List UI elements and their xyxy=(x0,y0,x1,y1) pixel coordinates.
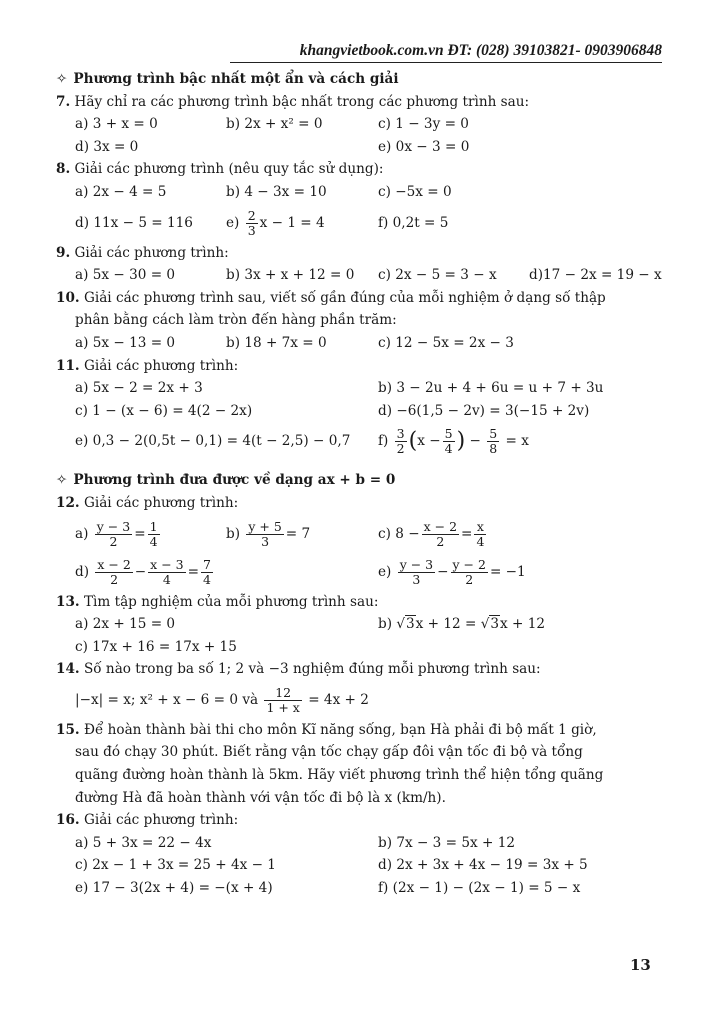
q8-row-2: d) 11x − 5 = 116 e) $\frac{2}{3}$ x − 1 = 4 f) 0,2t = 5 xyxy=(56,204,662,242)
question-7: 7. Hãy chỉ ra các phương trình bậc nhất trong các phương trình sau: xyxy=(56,93,530,110)
q10-row-1: a) 5x − 13 = 0 b) 18 + 7x = 0 c) 12 − 5x = 2x − 3 xyxy=(75,334,514,351)
question-13: 13. Tìm tập nghiệm của mỗi phương trình sau: xyxy=(56,593,379,610)
q11-row-2: c) 1 − (x − 6) = 4(2 − 2x) d) −6(1,5 − 2v) = 3(−15 + 2v) xyxy=(75,402,590,419)
question-8: 8. Giải các phương trình (nêu quy tắc sử dụng): xyxy=(56,161,384,178)
question-11: 11. Giải các phương trình: xyxy=(56,357,239,374)
q11-row-1: a) 5x − 2 = 2x + 3 b) 3 − 2u + 4 + 6u = u + 7 + 3u xyxy=(75,380,604,397)
q12-row-1: a) $\frac{y - 3}{2}$ = $\frac{1}{4}$ b) $\frac{y + 5}{3}$ = 7 c) 8 − $\frac{x - 2}{2}$ = $\frac{x}{4}$ xyxy=(75,518,485,549)
q16-row-2: c) 2x − 1 + 3x = 25 + 4x − 1 d) 2x + 3x + 4x − 19 = 3x + 5 xyxy=(75,857,588,874)
diamond-icon: ✧ xyxy=(56,71,68,87)
q11-f-equation: f) $\frac{3}{2}$ (x − $\frac{5}{4}$ ) − $\frac{5}{8}$ = x xyxy=(378,426,529,457)
question-10-cont: phân bằng cách làm tròn đến hàng phần trăm: xyxy=(75,312,397,329)
q16-row-1: a) 5 + 3x = 22 − 4x b) 7x − 3 = 5x + 12 xyxy=(75,834,515,851)
q7-row-1: a) 3 + x = 0 b) 2x + x² = 0 c) 1 − 3y = 0 xyxy=(75,116,469,133)
question-10: 10. Giải các phương trình sau, viết số gần đúng của mỗi nghiệm ở dạng số thập xyxy=(56,289,606,306)
q12-row-2: d) $\frac{x - 2}{2}$ − $\frac{x - 3}{4}$ = $\frac{7}{4}$ e) $\frac{y - 3}{3}$ − $\frac{y - 2}{2}$ = −1 xyxy=(75,556,526,587)
q7-row-2: d) 3x = 0 e) 0x − 3 = 0 xyxy=(75,138,470,155)
question-15: 15. Để hoàn thành bài thi cho môn Kĩ năng sống, bạn Hà phải đi bộ mất 1 giờ, xyxy=(56,721,597,738)
q16-row-3: e) 17 − 3(2x + 4) = −(x + 4) f) (2x − 1) − (2x − 1) = 5 − x xyxy=(75,880,581,897)
question-12: 12. Giải các phương trình: xyxy=(56,494,239,511)
question-9: 9. Giải các phương trình: xyxy=(56,244,229,261)
question-16: 16. Giải các phương trình: xyxy=(56,812,239,829)
q9-row-1: a) 5x − 30 = 0 b) 3x + x + 12 = 0 c) 2x − 5 = 3 − x d)17 − 2x = 19 − x xyxy=(75,267,662,284)
page-number: 13 xyxy=(630,956,651,974)
section-title-2: ✧ Phương trình đưa được về dạng ax + b = 0 xyxy=(56,472,396,489)
q14-row-1: |−x| = x; x² + x − 6 = 0 và $\frac{12}{1 + x}$ = 4x + 2 xyxy=(75,684,369,715)
q11-row-3: e) 0,3 − 2(0,5t − 0,1) = 4(t − 2,5) − 0,7 f) $\frac{3}{2}$ (x − $\frac{5}{4}$ ) − $\frac{5}{8}$ = x xyxy=(56,422,662,460)
page-header: khangvietbook.com.vn ĐT: (028) 39103821- 0903906848 xyxy=(230,42,662,63)
question-14: 14. Số nào trong ba số 1; 2 và −3 nghiệm đúng mỗi phương trình sau: xyxy=(56,661,541,678)
diamond-icon: ✧ xyxy=(56,472,68,489)
fraction: $\frac{2}{3}$ xyxy=(247,207,256,238)
q8-row-1: a) 2x − 4 = 5 b) 4 − 3x = 10 c) −5x = 0 xyxy=(75,183,452,200)
q13-row-1: a) 2x + 15 = 0 b) √3x + 12 = √3x + 12 xyxy=(75,616,546,633)
exercise-content: ✧ Phương trình bậc nhất một ẩn và cách giải 7. Hãy chỉ ra các phương trình bậc nhất trong các phương trình sau: a) 3 + x = 0 b) 2x + x² = 0 c) 1 − 3y = 0 d) 3x = 0 e) 0x − 3 = 0 8. Giải các phương trình (nêu quy tắc sử dụng): a) 2x − 4 = 5 b) 4 − 3x = 10 c) −5x = 0 d) 11x − 5 = 116 e) $\frac{2}{3}$ x − 1 = 4 f) 0,2t = 5 9. Giải các phương trình: a) 5x − 30 = 0 b) 3x + x + 12 = 0 c) 2x − 5 = 3 − x d)17 − 2x = 19 − x 10. Giải các phương trình sau, viết số gần đúng của mỗi nghiệm ở dạng số thập phân bằng cách làm tròn đến hàng phần trăm: a) 5x − 13 = 0 b) 18 + 7x = 0 c) 12 − 5x = 2x − 3 11. Giải các phương trình: a) 5x − 2 = 2x + 3 b) 3 − 2u + 4 + 6u = u + 7 + 3u c) 1 − (x − 6) = 4(2 − 2x) d) −6(1,5 − 2v) = 3(−15 + 2v) e) 0,3 − 2(0,5t − 0,1) = 4(t − 2,5) − 0,7 f) $\frac{3}{2}$ (x − $\frac{5}{4}$ ) − $\frac{5}{8}$ = x ✧ Phương trình đưa được về dạng ax + b = 0 12. Giải các phương trình: a) $\frac{y - 3}{2}$ = $\frac{1}{4}$ b) $\frac{y + 5}{3}$ = 7 c) 8 − $\frac{x - 2}{2}$ = $\frac{x}{4}$ d) $\frac{x - 2}{2}$ − $\frac{x - 3}{4}$ = $\frac{7}{4}$ e) $\frac{y - 3}{3}$ − $\frac{y - 2}{2}$ = −1 13. Tìm tập nghiệm của mỗi phương trình sau: a) 2x + 15 = 0 b) √3x + 12 = √3x + 12 c) 17x + 16 = 17x + 15 14. Số nào trong ba số 1; 2 và −3 nghiệm đúng mỗi phương trình sau: |−x| = x; x² + x − 6 = 0 và $\frac{12}{1 + x}$ = 4x + 2 15. Để hoàn thành bài thi cho môn Kĩ năng sống, bạn Hà phải đi bộ mất 1 giờ, sau đó chạy 30 phút. Biết rằng vận tốc chạy gấp đôi vận tốc đi bộ và tổng quãng đường hoàn thành là 5km. Hãy viết phương trình thể hiện tổng quãng đường Hà đã hoàn thành với vận tốc đi bộ là x (km/h). 16. Giải các phương trình: a) 5 + 3x = 22 − 4x b) 7x − 3 = 5x + 12 c) 2x − 1 + 3x = 25 + 4x − 1 d) 2x + 3x + 4x − 19 = 3x + 5 e) 17 − 3(2x + 4) = −(x + 4) f) (2x − 1) − (2x − 1) = 5 − x xyxy=(56,68,662,900)
q13-row-2: c) 17x + 16 = 17x + 15 xyxy=(75,638,237,655)
section-title-1: ✧ Phương trình bậc nhất một ẩn và cách giải xyxy=(56,71,399,87)
q8-e-equation: e) $\frac{2}{3}$ x − 1 = 4 xyxy=(226,207,325,238)
